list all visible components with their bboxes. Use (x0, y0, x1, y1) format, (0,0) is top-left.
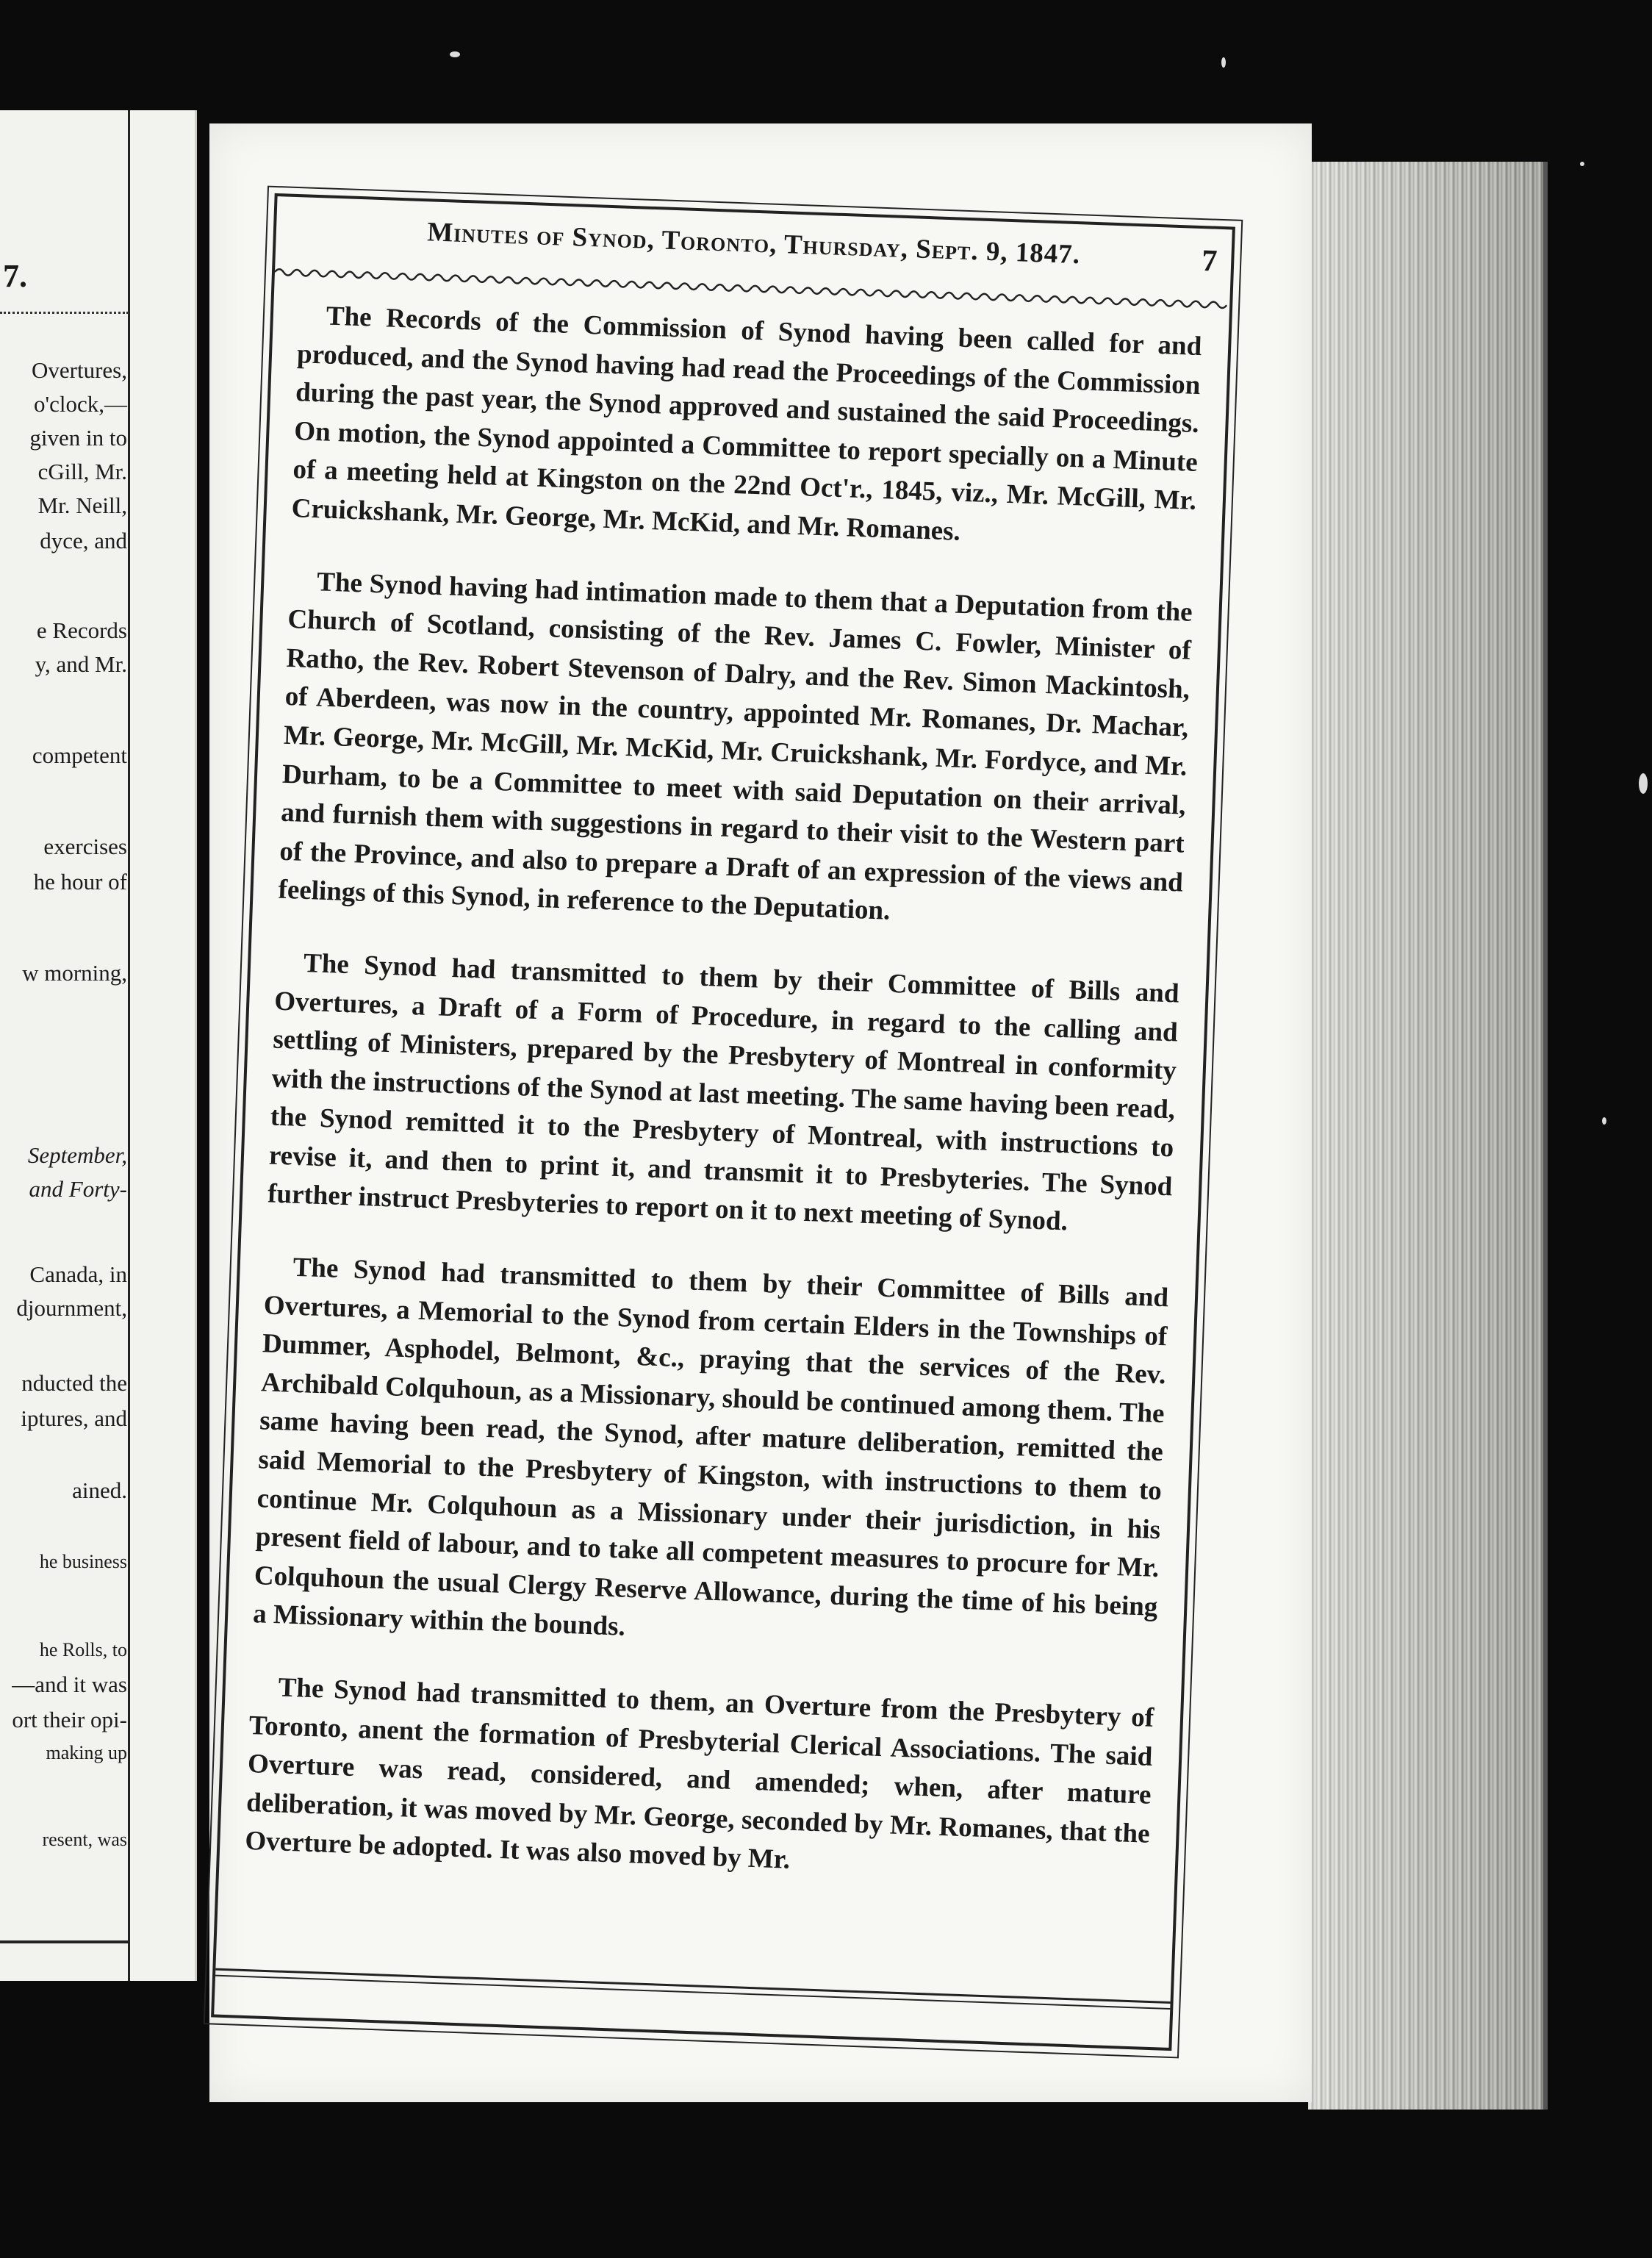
previous-page-line: exercises (43, 834, 127, 859)
previous-page-line: and Forty- (29, 1176, 127, 1202)
text-frame (211, 193, 1235, 2051)
page-body (243, 296, 1202, 1927)
previous-page-line: e Records (36, 617, 127, 643)
previous-page-line: —and it was (12, 1671, 127, 1697)
previous-page-line: djournment, (16, 1295, 127, 1321)
previous-page-line: given in to (29, 425, 127, 451)
previous-page-line: making up (46, 1742, 127, 1763)
running-header-title: Minutes of Synod, Toronto, Thursday, Sept. 9, 1847. (426, 217, 1081, 270)
previous-page-line: he Rolls, to (39, 1639, 127, 1660)
previous-page-line: iptures, and (21, 1405, 127, 1431)
previous-page-line: o'clock,— (34, 391, 127, 417)
previous-page-line: Canada, in (29, 1261, 127, 1287)
paragraph-memorial-elders: The Synod had transmitted to them by their Committee of Bills and Overtures, a Memorial to the Synod from certain Elders in the Townships of Dummer, Asphodel, Belmont, &c., praying that the services of the Rev. Archibald Colquhoun, as a Missionary, should be continued among them. The same having been read, the Synod, after mature deliberation, remitted the said Memorial to the Presbytery of Kingston, with instructions to them to continue Mr. Colquhoun as a Missionary under their jurisdiction, in his present field of labour, and to take all competent measures to procure for Mr. Colquhoun the usual Clergy Reserve Allowance, during the time of his being a Missionary within the bounds. (252, 1252, 1169, 1643)
scan-speck (1639, 773, 1648, 794)
scan-speck (1602, 1117, 1606, 1125)
paragraph-overture-toronto: The Synod had transmitted to them, an Overture from the Presbytery of Toronto, anent the formation of Presbyterial Clerical Associations. The said Overture was read, considered, and amended; when, after mature deliberation, it was moved by Mr. George, seconded by Mr. Romanes, that the Overture be adopted. It was also moved by Mr. (244, 1672, 1154, 1876)
previous-page-number: 7. (3, 258, 27, 294)
page-block-edges (1308, 162, 1548, 2110)
previous-page-line: cGill, Mr. (37, 459, 127, 484)
scan-speck (1580, 162, 1584, 166)
previous-page-line: September, (27, 1142, 127, 1168)
previous-page-line: he business (39, 1551, 127, 1572)
previous-page-line: Mr. Neill, (37, 492, 127, 518)
previous-page-line: ort their opi- (12, 1707, 127, 1732)
paragraph-form-of-procedure: The Synod had transmitted to them by their Committee of Bills and Overtures, a Draft of a Form of Procedure, in regard to the calling and settling of Ministers, prepared by the Presbytery of Montreal in conformity with the instructions of the Synod at last meeting. The same having been read, the Synod remitted it to the Presbytery of Montreal, with instructions to revise it, and then to print it, and transmit it to Presbyteries. The Synod further instruct Presbyteries to report on it to next meeting of Synod. (267, 947, 1180, 1237)
previous-page-line: y, and Mr. (35, 651, 127, 677)
scan-speck (450, 51, 460, 57)
previous-page (0, 110, 197, 1981)
previous-page-line: nducted the (21, 1370, 127, 1396)
bottom-rule (215, 1968, 1170, 2004)
previous-page-line: dyce, and (40, 528, 127, 553)
paragraph-deputation: The Synod having had intimation made to them that a Deputation from the Church of Scotland, consisting of the Rev. James C. Fowler, Minister of Ratho, the Rev. Robert Stevenson of Dalry, and the Rev. Simon Mackintosh, of Aberdeen, was now in the country, appointed Mr. Romanes, Dr. Machar, Mr. George, Mr. McGill, Mr. McKid, Mr. Cruickshank, Mr. Fordyce, and Mr. Durham, to be a Committee to meet with said Deputation on their arrival, and furnish them with suggestions in regard to their visit to the Western part of the Province, and also to prepare a Draft of an expression of the views and feelings of this Synod, in reference to the Deputation. (277, 566, 1193, 927)
previous-page-line: he hour of (33, 869, 127, 895)
paragraph-commission-records: The Records of the Commission of Synod having been called for and produced, and the Synod having had read the Proceedings of the Commission during the past year, the Synod approved and sustained the said Proceedings. On motion, the Synod appointed a Committee to report specially on a Minute of a meeting held at Kingston on the 22nd Oct'r., 1845, viz., Mr. McGill, Mr. Cruickshank, Mr. George, Mr. McKid, and Mr. Romanes. (291, 301, 1202, 547)
page-edges-shading (1308, 162, 1543, 2110)
previous-page-line: ained. (72, 1477, 127, 1503)
page-number: 7 (1201, 244, 1219, 279)
bottom-rule-double (215, 1975, 1170, 2010)
previous-page-header-rule (0, 303, 129, 314)
previous-page-line: w morning, (22, 960, 127, 986)
previous-page-line: Overtures, (32, 357, 127, 383)
previous-page-line: competent (32, 742, 127, 768)
previous-page-line: resent, was (42, 1829, 127, 1850)
previous-page-bottom-rule (0, 1940, 129, 1943)
scan-speck (1221, 57, 1226, 68)
